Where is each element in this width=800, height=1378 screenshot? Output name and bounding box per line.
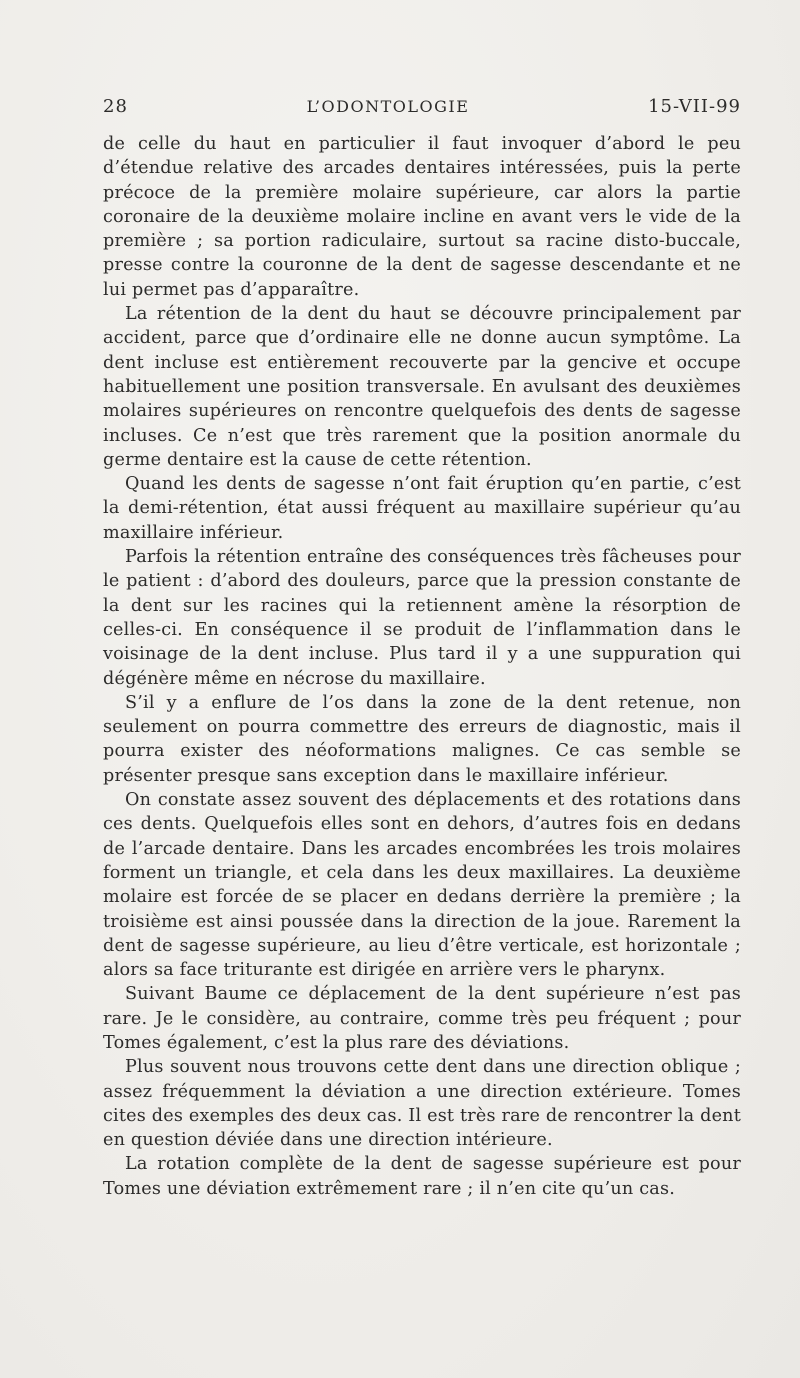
paragraph: On constate assez souvent des déplacements et des rotations dans ces dents. Quelquefois elles sont en dehors, d’autres fois en dedans de l’arcade dentaire. Dans les arcades encombrées les trois molaires forment un triangle, et cela dans les deux maxillaires. La deuxième molaire est forcée de se placer en dedans derrière la première ; la troisième est ainsi poussée dans la direction de la joue. Rarement la dent de sagesse supérieure, au lieu d’être verticale, est horizontale ; alors sa face triturante est dirigée en arrière vers le pharynx. xyxy=(103,790,741,981)
article-body xyxy=(103,132,741,1201)
journal-title: L’ODONTOLOGIE xyxy=(306,97,470,116)
paragraph: La rétention de la dent du haut se découvre principalement par accident, parce que d’ordinaire elle ne donne aucun symptôme. La dent incluse est entièrement recouverte par la gencive et occupe habituellement une position transversale. En avulsant des deuxièmes molaires supérieures on rencontre quelquefois des dents de sagesse incluses. Ce n’est que très rarement que la position anormale du germe dentaire est la cause de cette rétention. xyxy=(103,304,741,470)
paragraph: S’il y a enflure de l’os dans la zone de la dent retenue, non seulement on pourra commettre des erreurs de diagnostic, mais il pourra exister des néoformations malignes. Ce cas semble se présenter presque sans exception dans le maxillaire inférieur. xyxy=(103,692,741,786)
running-head xyxy=(103,96,741,132)
paragraph: La rotation complète de la dent de sagesse supérieure est pour Tomes une déviation extrêmement rare ; il n’en cite qu’un cas. xyxy=(103,1154,741,1199)
paragraph: Suivant Baume ce déplacement de la dent supérieure n’est pas rare. Je le considère, au contraire, comme très peu fréquent ; pour Tomes également, c’est la plus rare des déviations. xyxy=(103,984,741,1053)
paragraph: Quand les dents de sagesse n’ont fait éruption qu’en partie, c’est la demi-rétention, état aussi fréquent au maxillaire supérieur qu’au maxillaire inférieur. xyxy=(103,474,741,543)
issue-date: 15-VII-99 xyxy=(648,96,741,117)
page-number: 28 xyxy=(103,96,128,117)
paragraph-continuation: de celle du haut en particulier il faut invoquer d’abord le peu d’étendue relative des arcades dentaires intéressées, puis la perte précoce de la première molaire supérieure, car alors la partie coronaire de la deuxième molaire incline en avant vers le vide de la première ; sa portion radiculaire, surtout sa racine disto-buccale, presse contre la couronne de la dent de sagesse descendante et ne lui permet pas d’apparaître. xyxy=(103,134,741,300)
paragraph: Plus souvent nous trouvons cette dent dans une direction oblique ; assez fréquemment la déviation a une direction extérieure. Tomes cites des exemples des deux cas. Il est très rare de rencontrer la dent en question déviée dans une direction intérieure. xyxy=(103,1057,741,1151)
page xyxy=(103,96,741,1201)
paragraph: Parfois la rétention entraîne des conséquences très fâcheuses pour le patient : d’abord des douleurs, parce que la pression constante de la dent sur les racines qui la retiennent amène la résorption de celles-ci. En conséquence il se produit de l’inflammation dans le voisinage de la dent incluse. Plus tard il y a une suppuration qui dégénère même en nécrose du maxillaire. xyxy=(103,547,741,689)
